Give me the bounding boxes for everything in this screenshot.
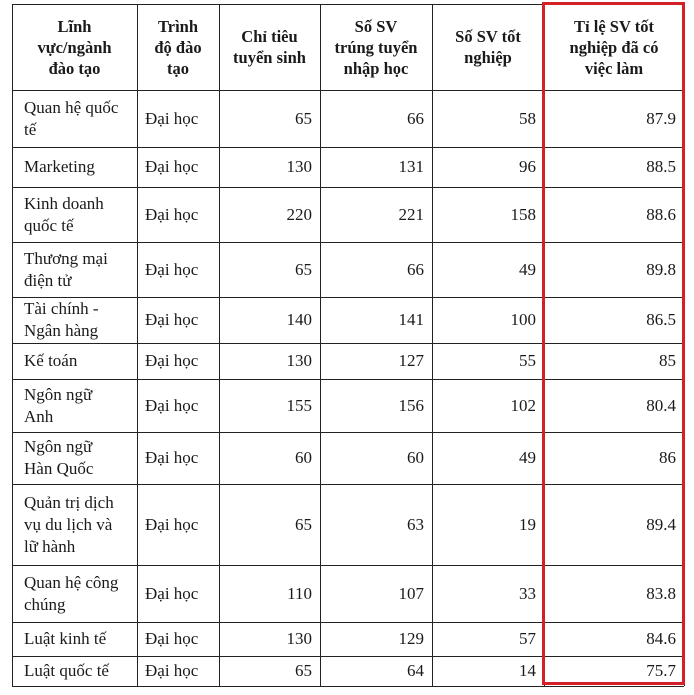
row-border bbox=[12, 686, 684, 687]
cell-rate: 88.5 bbox=[646, 157, 676, 176]
cell-rate: 89.8 bbox=[646, 259, 676, 279]
cell-field: quốc tế bbox=[24, 215, 74, 235]
cell-field: Ngân hàng bbox=[24, 321, 99, 340]
cell-graduated: 33 bbox=[519, 583, 536, 603]
cell-admitted: 63 bbox=[407, 514, 424, 534]
header-graduated-line: nghiệp bbox=[464, 48, 512, 67]
cell-field: lữ hành bbox=[24, 536, 76, 556]
cell-admitted: 141 bbox=[398, 310, 424, 329]
cell-rate: 84.6 bbox=[646, 629, 676, 648]
header-field-line: vực/ngành bbox=[37, 37, 112, 57]
cell-level: Đại học bbox=[145, 310, 199, 329]
header-field-line: đào tạo bbox=[48, 58, 101, 78]
cell-admitted: 131 bbox=[398, 157, 424, 176]
column-border bbox=[12, 4, 13, 686]
cell-level: Đại học bbox=[145, 351, 199, 370]
cell-quota: 130 bbox=[286, 629, 312, 648]
cell-graduated: 57 bbox=[519, 629, 536, 648]
cell-rate: 87.9 bbox=[646, 108, 676, 128]
cell-rate: 86.5 bbox=[646, 310, 676, 329]
cell-graduated: 96 bbox=[519, 157, 536, 176]
cell-field: Quan hệ công bbox=[24, 572, 119, 592]
cell-field: Ngôn ngữ bbox=[24, 384, 93, 404]
cell-field: Kế toán bbox=[24, 351, 78, 370]
cell-level: Đại học bbox=[145, 259, 199, 279]
highlight-box-employment-rate bbox=[542, 2, 685, 685]
header-employment-rate-line: việc làm bbox=[584, 58, 644, 78]
cell-field: Luật kinh tế bbox=[24, 629, 107, 648]
cell-admitted: 221 bbox=[398, 204, 424, 224]
cell-quota: 130 bbox=[286, 157, 312, 176]
column-border bbox=[137, 4, 138, 686]
cell-level: Đại học bbox=[145, 583, 199, 603]
cell-graduated: 102 bbox=[510, 395, 536, 415]
cell-field: tế bbox=[24, 119, 37, 139]
cell-rate: 85 bbox=[659, 351, 676, 370]
cell-quota: 140 bbox=[286, 310, 312, 329]
cell-level: Đại học bbox=[145, 448, 199, 467]
cell-quota: 220 bbox=[286, 204, 312, 224]
cell-field: Marketing bbox=[24, 157, 95, 176]
cell-admitted: 66 bbox=[407, 108, 424, 128]
cell-quota: 65 bbox=[295, 259, 312, 279]
cell-field: Kinh doanh bbox=[24, 193, 104, 213]
cell-graduated: 49 bbox=[519, 448, 536, 467]
cell-quota: 60 bbox=[295, 448, 312, 467]
cell-field: Quan hệ quốc bbox=[24, 97, 119, 117]
cell-graduated: 19 bbox=[519, 514, 536, 534]
header-quota-line: Chỉ tiêu bbox=[241, 27, 298, 46]
header-level-line: Trình bbox=[157, 16, 199, 36]
header-level-line: độ đào bbox=[154, 37, 202, 57]
cell-quota: 65 bbox=[295, 661, 312, 680]
cell-level: Đại học bbox=[145, 157, 199, 176]
cell-rate: 89.4 bbox=[646, 514, 676, 534]
cell-admitted: 129 bbox=[398, 629, 424, 648]
header-field-line: Lĩnh bbox=[57, 16, 92, 36]
cell-level: Đại học bbox=[145, 395, 199, 415]
header-employment-rate-line: Tỉ lệ SV tốt bbox=[574, 16, 654, 36]
cell-quota: 65 bbox=[295, 514, 312, 534]
cell-field: điện tử bbox=[24, 270, 72, 290]
cell-admitted: 156 bbox=[398, 395, 424, 415]
cell-graduated: 14 bbox=[519, 661, 536, 680]
cell-field: chúng bbox=[24, 594, 66, 614]
cell-graduated: 55 bbox=[519, 351, 536, 370]
header-employment-rate-line: nghiệp đã có bbox=[569, 37, 659, 57]
cell-level: Đại học bbox=[145, 514, 199, 534]
cell-rate: 83.8 bbox=[646, 583, 676, 603]
cell-admitted: 107 bbox=[398, 583, 424, 603]
cell-rate: 86 bbox=[659, 448, 676, 467]
cell-level: Đại học bbox=[145, 108, 199, 128]
header-level-line: tạo bbox=[167, 58, 189, 78]
cell-field: Quản trị dịch bbox=[24, 492, 114, 512]
header-admitted-line: trúng tuyển bbox=[334, 37, 418, 57]
cell-field: Hàn Quốc bbox=[24, 459, 94, 478]
cell-level: Đại học bbox=[145, 629, 199, 648]
cell-field: Ngôn ngữ bbox=[24, 437, 93, 456]
header-quota-line: tuyển sinh bbox=[233, 48, 306, 67]
cell-field: Luật quốc tế bbox=[24, 661, 109, 680]
header-admitted-line: nhập học bbox=[343, 58, 409, 78]
cell-graduated: 49 bbox=[519, 259, 536, 279]
cell-quota: 65 bbox=[295, 108, 312, 128]
header-graduated-line: Số SV tốt bbox=[455, 27, 521, 46]
cell-rate: 80.4 bbox=[646, 395, 676, 415]
cell-admitted: 127 bbox=[398, 351, 424, 370]
cell-field: Tài chính - bbox=[24, 299, 99, 318]
cell-field: Anh bbox=[24, 406, 54, 426]
cell-field: Thương mại bbox=[24, 248, 108, 268]
cell-quota: 130 bbox=[286, 351, 312, 370]
cell-graduated: 100 bbox=[510, 310, 536, 329]
cell-admitted: 60 bbox=[407, 448, 424, 467]
cell-rate: 75.7 bbox=[646, 661, 676, 680]
cell-rate: 88.6 bbox=[646, 204, 676, 224]
cell-level: Đại học bbox=[145, 204, 199, 224]
cell-admitted: 66 bbox=[407, 259, 424, 279]
cell-graduated: 58 bbox=[519, 108, 536, 128]
cell-quota: 110 bbox=[287, 583, 312, 603]
cell-quota: 155 bbox=[286, 395, 312, 415]
cell-graduated: 158 bbox=[510, 204, 536, 224]
cell-level: Đại học bbox=[145, 661, 199, 680]
header-admitted-line: Số SV bbox=[354, 16, 398, 36]
cell-admitted: 64 bbox=[407, 661, 424, 680]
cell-field: vụ du lịch và bbox=[24, 514, 113, 534]
